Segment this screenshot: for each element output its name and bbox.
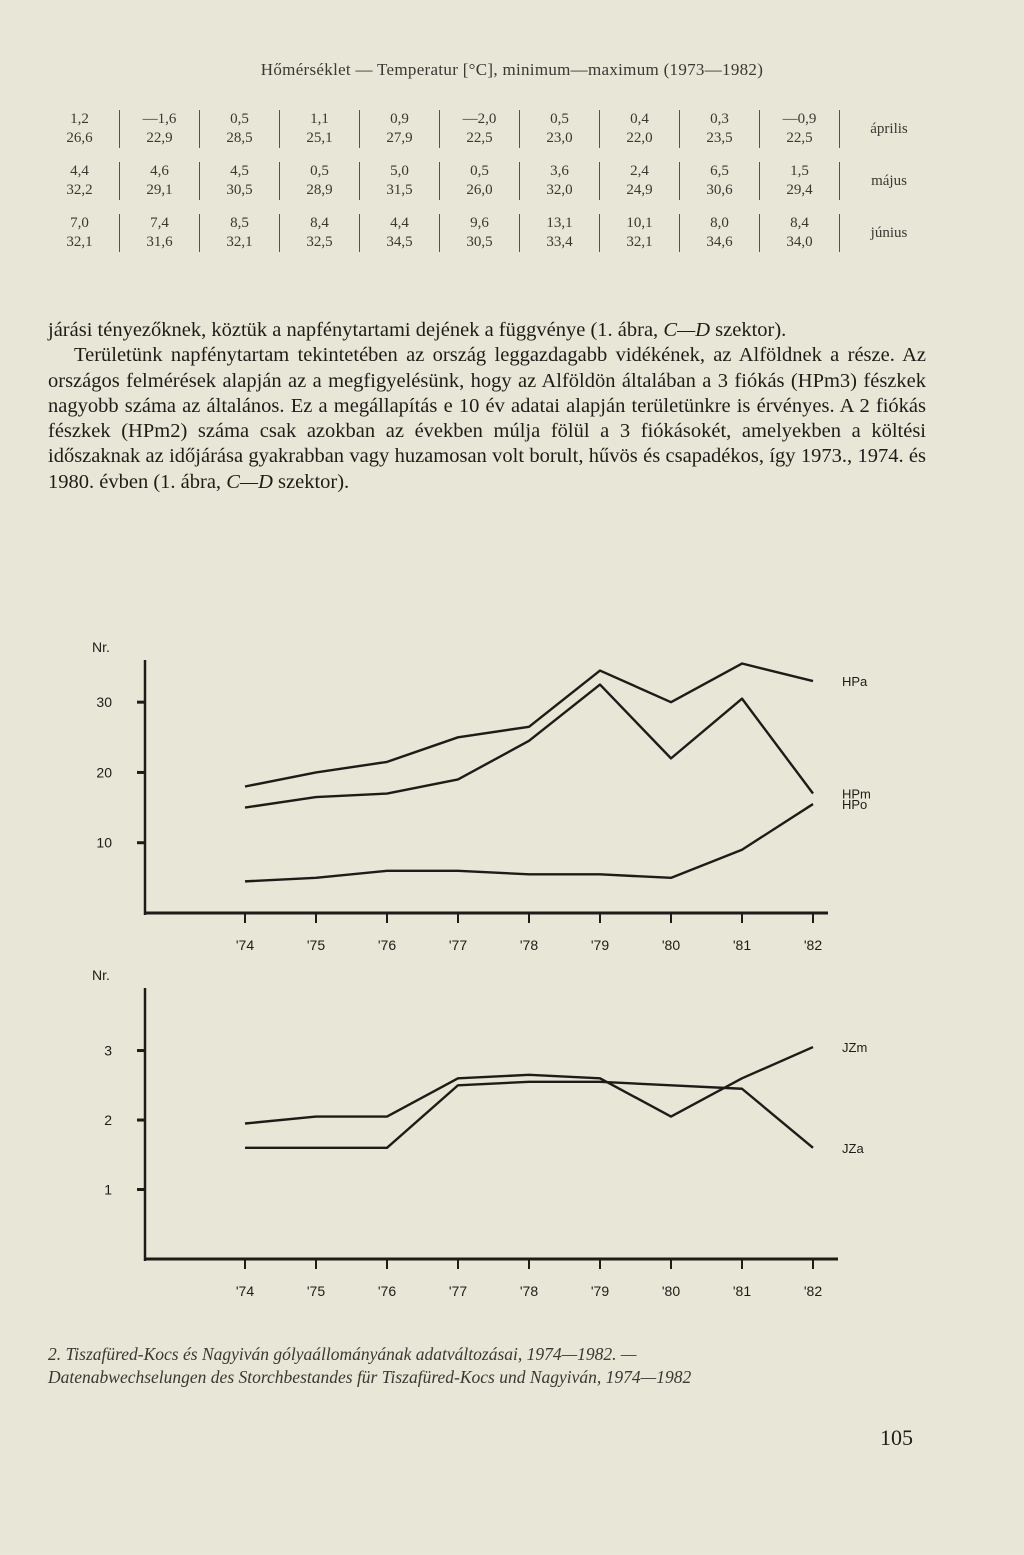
y-tick-label: 30 xyxy=(96,694,112,711)
table-cell: 32,1 xyxy=(600,233,680,252)
table-cell: 0,3 xyxy=(680,110,760,129)
table-cell: 2,4 xyxy=(600,162,680,181)
table-cell: 0,9 xyxy=(360,110,440,129)
table-cell: 3,6 xyxy=(520,162,600,181)
chart-upper xyxy=(0,630,1024,970)
temperature-table xyxy=(40,110,934,252)
table-cell: 30,5 xyxy=(200,181,280,200)
table-cell: 23,0 xyxy=(520,129,600,148)
table-cell: 32,2 xyxy=(66,182,93,198)
series-line-HPo xyxy=(245,804,813,881)
table-cell: 32,1 xyxy=(200,233,280,252)
paragraph-1-end: szektor). xyxy=(710,319,787,341)
x-tick-label: '75 xyxy=(306,1283,326,1299)
table-cell: 32,1 xyxy=(66,234,93,250)
table-cell: 22,9 xyxy=(120,129,200,148)
paragraph-1-italic: C—D xyxy=(663,319,711,341)
table-month-label: június xyxy=(840,214,935,252)
paragraph-2-text: Területünk napfénytartam tekintetében az ország leggazdagabb vidékének, az Alföldnek a része. Az országos felmérések alapján az a megfigyelésünk, hogy az Alföldön általában a 3 fiókás (HPm3) fészkek nagyobb száma az általános. Ez a megállapítás e 10 év adatai alapján területünkre is érvényes. A 2 fiókás fészkek (HPm2) száma csak azokban az években múlja fölül a 3 fiókásokét, amelyekben a költési időszaknak az időjárása gyakrabban vagy huzamosan volt borult, hűvös és csapadékos, így 1973., 1974. és 1980. évben (1. ábra, xyxy=(48,344,926,493)
table-cell: 6,5 xyxy=(680,162,760,181)
table-cell: 26,6 xyxy=(66,130,93,146)
chart-lower xyxy=(0,968,1024,1318)
table-cell: 22,5 xyxy=(760,129,840,148)
table-cell: 32,0 xyxy=(520,181,600,200)
figure-caption-de: Datenabwechselungen des Storchbestandes für Tiszafüred-Kocs und Nagyiván, 1974—1982 xyxy=(48,1367,692,1387)
table-cell: 31,5 xyxy=(360,181,440,200)
x-tick-label: '82 xyxy=(803,937,823,953)
table-cell: 30,5 xyxy=(440,233,520,252)
y-tick-label: 3 xyxy=(104,1042,112,1059)
table-cell: 0,4 xyxy=(600,110,680,129)
table-cell: 0,5 xyxy=(520,110,600,129)
table-cell: 8,4 xyxy=(760,214,840,233)
table-cell: 26,0 xyxy=(440,181,520,200)
table-cell: 8,4 xyxy=(280,214,360,233)
table-cell: 34,5 xyxy=(360,233,440,252)
table-cell: 32,5 xyxy=(280,233,360,252)
paragraph-1-text: járási tényezőknek, köztük a napfénytartami dejének a függvénye (1. ábra, xyxy=(48,319,659,341)
x-tick-label: '76 xyxy=(377,937,397,953)
table-cell: 1,2 xyxy=(70,111,89,127)
series-label-HPm: HPm xyxy=(842,786,871,802)
series-label-HPo: HPo xyxy=(842,797,868,813)
table-cell: 0,5 xyxy=(280,162,360,181)
table-cell: 34,0 xyxy=(760,233,840,252)
y-axis-label: Nr. xyxy=(92,968,110,983)
x-tick-label: '80 xyxy=(661,937,681,953)
x-tick-label: '81 xyxy=(732,937,752,953)
table-cell: 4,5 xyxy=(200,162,280,181)
y-tick-label: 10 xyxy=(96,834,112,851)
series-line-HPm xyxy=(245,685,813,808)
paragraph-2-end: szektor). xyxy=(272,470,350,493)
chart-upper-svg xyxy=(0,630,1024,970)
x-tick-label: '78 xyxy=(519,937,539,953)
table-cell: 31,6 xyxy=(120,233,200,252)
table-cell: 8,5 xyxy=(200,214,280,233)
table-cell: 30,6 xyxy=(680,181,760,200)
x-tick-label: '79 xyxy=(590,1283,610,1299)
table-cell: —2,0 xyxy=(440,110,520,129)
series-label-JZa: JZa xyxy=(842,1140,864,1156)
series-line-HPa xyxy=(245,664,813,787)
table-cell: 7,0 xyxy=(70,215,89,231)
y-axis-label: Nr. xyxy=(92,639,110,655)
table-cell: 0,5 xyxy=(440,162,520,181)
x-tick-label: '77 xyxy=(448,1283,468,1299)
table-cell: 28,9 xyxy=(280,181,360,200)
x-tick-label: '81 xyxy=(732,1283,752,1299)
x-tick-label: '75 xyxy=(306,937,326,953)
x-tick-label: '80 xyxy=(661,1283,681,1299)
x-tick-label: '82 xyxy=(803,1283,823,1299)
table-row xyxy=(40,214,934,233)
table-cell: 4,4 xyxy=(360,214,440,233)
table-cell: 29,1 xyxy=(120,181,200,200)
table-cell: 13,1 xyxy=(520,214,600,233)
table-month-label: április xyxy=(840,110,935,148)
table-cell: 22,5 xyxy=(440,129,520,148)
table-cell: 9,6 xyxy=(440,214,520,233)
table-row xyxy=(40,129,934,148)
y-tick-label: 2 xyxy=(104,1112,112,1129)
table-row xyxy=(40,181,934,200)
series-label-JZm: JZm xyxy=(842,1040,868,1056)
paragraph-2 xyxy=(48,343,926,495)
series-label-HPa: HPa xyxy=(842,674,868,690)
table-cell: 5,0 xyxy=(360,162,440,181)
table-month-label: május xyxy=(840,162,935,200)
table-row xyxy=(40,162,934,181)
table-row xyxy=(40,110,934,129)
series-line-JZm xyxy=(245,1047,813,1123)
table-cell: 10,1 xyxy=(600,214,680,233)
x-tick-label: '74 xyxy=(235,1283,255,1299)
page-number: 105 xyxy=(880,1425,913,1450)
body-text xyxy=(48,318,926,495)
table-cell: 1,1 xyxy=(280,110,360,129)
table-row xyxy=(40,233,934,252)
table-cell: 1,5 xyxy=(760,162,840,181)
table-cell: 8,0 xyxy=(680,214,760,233)
x-tick-label: '79 xyxy=(590,937,610,953)
table-cell: —1,6 xyxy=(120,110,200,129)
table-cell: —0,9 xyxy=(760,110,840,129)
table-cell: 29,4 xyxy=(760,181,840,200)
figure-caption-hu: 2. Tiszafüred-Kocs és Nagyiván gólyaállományának adatváltozásai, 1974—1982. — xyxy=(48,1344,637,1364)
x-tick-label: '77 xyxy=(448,937,468,953)
x-tick-label: '76 xyxy=(377,1283,397,1299)
y-tick-label: 1 xyxy=(104,1181,112,1198)
chart-lower-svg xyxy=(0,968,1024,1318)
table-cell: 4,6 xyxy=(120,162,200,181)
figure-caption xyxy=(48,1343,928,1389)
table-cell: 23,5 xyxy=(680,129,760,148)
table-caption: Hőmérséklet — Temperatur [°C], minimum—maximum (1973—1982) xyxy=(260,60,764,79)
y-tick-label: 20 xyxy=(96,764,112,781)
table-cell: 34,6 xyxy=(680,233,760,252)
table-cell: 24,9 xyxy=(600,181,680,200)
x-tick-label: '78 xyxy=(519,1283,539,1299)
table-cell: 0,5 xyxy=(200,110,280,129)
series-line-JZa xyxy=(245,1082,813,1148)
table-cell: 33,4 xyxy=(520,233,600,252)
table-cell: 22,0 xyxy=(600,129,680,148)
table-cell: 7,4 xyxy=(120,214,200,233)
table-cell: 4,4 xyxy=(70,163,89,179)
table-cell: 27,9 xyxy=(360,129,440,148)
paragraph-1 xyxy=(48,318,926,343)
table-cell: 25,1 xyxy=(280,129,360,148)
paragraph-2-italic: C—D xyxy=(226,470,273,493)
x-tick-label: '74 xyxy=(235,937,255,953)
table-cell: 28,5 xyxy=(200,129,280,148)
